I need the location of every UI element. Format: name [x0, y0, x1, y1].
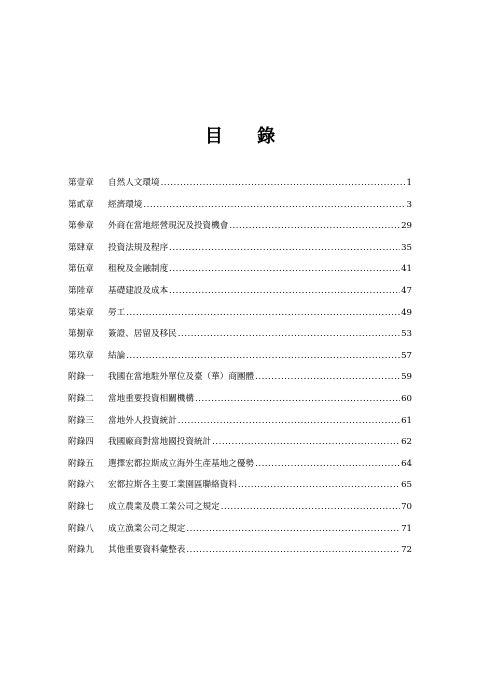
toc-entry-title: 其他重要資料彙整表: [108, 545, 186, 556]
toc-entry-title: 當地外人投資統計: [108, 415, 177, 426]
toc-entry: [68, 198, 412, 220]
toc-dot-leader: [238, 480, 400, 490]
toc-chapter-label: 第柒章: [68, 307, 94, 318]
toc-entry-title: 租稅及金融制度: [108, 264, 169, 275]
toc-chapter-label: 第參章: [68, 221, 94, 232]
toc-entry-title: 結論: [108, 350, 126, 361]
toc-entry: [68, 306, 412, 328]
toc-entry-title: 我國在當地駐外單位及臺（華）商團體: [108, 372, 255, 383]
toc-page-number: 35: [401, 242, 412, 253]
toc-chapter-label: 第伍章: [68, 264, 94, 275]
toc-page-number: 65: [401, 480, 412, 491]
page-title: 目 錄: [204, 126, 290, 147]
toc-entry: [68, 392, 412, 414]
toc-entry-title: 選擇宏都拉斯成立海外生產基地之優勢: [108, 458, 255, 469]
toc-page-number: 29: [401, 221, 412, 232]
toc-page-number: 57: [401, 350, 412, 361]
toc-dot-leader: [126, 351, 400, 361]
toc-entry-title: 基礎建設及成本: [108, 285, 169, 296]
toc-page-number: 59: [401, 372, 412, 383]
toc-entry: [68, 522, 412, 544]
toc-chapter-label: 第肆章: [68, 242, 94, 253]
toc-entry: [68, 349, 412, 371]
toc-chapter-label: 附錄四: [68, 437, 94, 448]
toc-chapter-label: 第壹章: [68, 178, 94, 188]
toc-page-number: 3: [406, 199, 412, 210]
toc-entry: [68, 435, 412, 457]
toc-page-number: 47: [401, 285, 412, 296]
toc-entry: [68, 241, 412, 263]
toc-page-number: 61: [401, 415, 412, 426]
toc-page-number: 62: [401, 437, 412, 448]
toc-page-number: 49: [401, 307, 412, 318]
toc-entry-title: 成立農業及農工業公司之規定: [108, 501, 220, 512]
toc-dot-leader: [178, 329, 400, 339]
toc-entry: [68, 414, 412, 436]
toc-chapter-label: 附錄九: [68, 545, 94, 556]
toc-chapter-label: 附錄二: [68, 393, 94, 404]
toc-entry-title: 自然人文環境: [108, 178, 160, 188]
toc-dot-leader: [143, 200, 405, 210]
toc-dot-leader: [169, 286, 400, 296]
toc-entry: [68, 327, 412, 349]
toc-chapter-label: 附錄一: [68, 372, 94, 383]
toc-dot-leader: [212, 437, 400, 447]
toc-entry: [68, 219, 412, 241]
toc-entry: [68, 500, 412, 522]
toc-chapter-label: 附錄五: [68, 458, 94, 469]
toc-entry: [68, 543, 412, 565]
toc-entry: [68, 262, 412, 284]
toc-entry-title: 經濟環境: [108, 199, 143, 210]
toc-dot-leader: [161, 178, 406, 188]
toc-entry: [68, 370, 412, 392]
toc-dot-leader: [229, 221, 400, 231]
toc-dot-leader: [186, 524, 400, 534]
toc-chapter-label: 第捌章: [68, 329, 94, 340]
toc-dot-leader: [221, 502, 400, 512]
toc-page-number: 72: [401, 545, 412, 556]
toc-dot-leader: [255, 459, 400, 469]
toc-dot-leader: [169, 243, 400, 253]
toc-entry-title: 我國廠商對當地國投資統計: [108, 437, 212, 448]
toc-entry: [68, 457, 412, 479]
toc-entry: [68, 284, 412, 306]
toc-chapter-label: 附錄六: [68, 480, 94, 491]
toc-entry: [68, 176, 412, 198]
toc-page-number: 53: [401, 329, 412, 340]
toc-entry-title: 投資法規及程序: [108, 242, 169, 253]
toc-entry-title: 簽證、居留及移民: [108, 329, 177, 340]
toc-dot-leader: [178, 416, 400, 426]
toc-page-number: 41: [401, 264, 412, 275]
toc-dot-leader: [195, 394, 400, 404]
toc-dot-leader: [126, 308, 400, 318]
toc-dot-leader: [255, 372, 400, 382]
toc-entry: [68, 478, 412, 500]
toc-chapter-label: 第陸章: [68, 285, 94, 296]
toc-chapter-label: 附錄七: [68, 501, 94, 512]
toc-entry-title: 成立漁業公司之規定: [108, 523, 186, 534]
toc-chapter-label: 附錄八: [68, 523, 94, 534]
toc-entry-title: 外商在當地經營現況及投資機會: [108, 221, 229, 232]
toc-dot-leader: [169, 264, 400, 274]
toc-page-number: 64: [401, 458, 412, 469]
toc-page-number: 60: [401, 393, 412, 404]
toc-entry-title: 勞工: [108, 307, 126, 318]
table-of-contents: [68, 176, 412, 565]
toc-chapter-label: 第玖章: [68, 350, 94, 361]
toc-entry-title: 當地重要投資相關機構: [108, 393, 194, 404]
toc-chapter-label: 第貳章: [68, 199, 94, 210]
toc-dot-leader: [186, 545, 400, 555]
toc-entry-title: 宏都拉斯各主要工業園區聯絡資料: [108, 480, 237, 491]
toc-page-number: 70: [401, 501, 412, 512]
toc-page-number: 71: [401, 523, 412, 534]
toc-chapter-label: 附錄三: [68, 415, 94, 426]
toc-page-number: 1: [406, 178, 412, 188]
